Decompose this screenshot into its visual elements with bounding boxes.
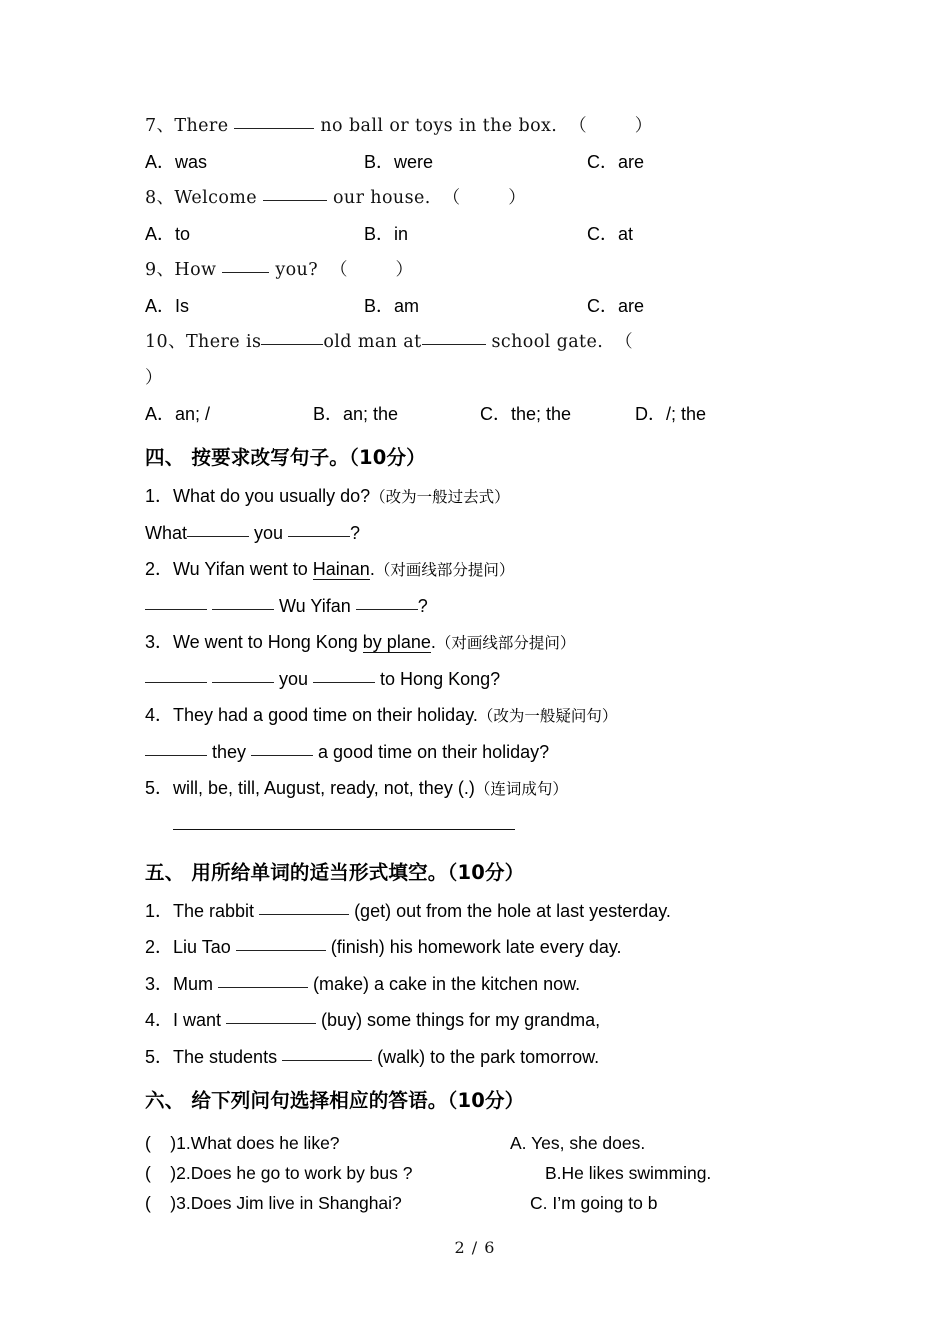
mc-item-7-option-c[interactable]: C．are	[587, 152, 645, 172]
mc-item-7-option-b[interactable]: B．were	[364, 152, 434, 172]
section-four-answer-1-post: ?	[350, 522, 361, 543]
section-six-heading: 六、 给下列问句选择相应的答语。（10分）	[145, 1089, 525, 1112]
mc-item-9-option-b[interactable]: B．am	[364, 296, 420, 316]
page-number-footer: 2 / 6	[454, 1238, 496, 1257]
mc-item-7-stem-post: no ball or toys in the box. （ ）	[314, 116, 653, 136]
match-question-3[interactable]: ( )3.Does Jim live in Shanghai?	[145, 1193, 402, 1213]
section-four-item-1	[145, 478, 805, 515]
match-question-1[interactable]: ( )1.What does he like?	[145, 1133, 340, 1153]
section-four-answer-1	[145, 515, 805, 552]
section-five-item-1-blank	[259, 914, 349, 915]
section-four-answer-3	[145, 661, 805, 698]
section-four-item-3-pre: 3．We went to Hong Kong	[145, 632, 363, 652]
section-four-item-2-pre: 2．Wu Yifan went to	[145, 559, 313, 579]
section-five-item-1-pre: 1．The rabbit	[145, 900, 260, 921]
section-four-item-3-note: （对画线部分提问）	[435, 635, 576, 652]
section-four-item-3	[145, 624, 805, 661]
mc-item-9-stem-post: you? （ ）	[269, 260, 414, 280]
mc-item-10-stem-wrap: ）	[145, 368, 163, 388]
section-five-item-3	[145, 966, 805, 1003]
section-four-item-2-post: .	[369, 559, 375, 579]
mc-item-8-stem-post: our house. （ ）	[327, 188, 527, 208]
mc-item-8-option-a[interactable]: A．to	[145, 224, 191, 244]
mc-item-10-stem-post: school gate. （	[485, 332, 634, 352]
mc-item-9-stem-pre: 9、How	[145, 260, 223, 280]
section-four-answer-5-line	[173, 829, 515, 830]
section-five-item-2-blank	[236, 950, 326, 951]
section-five-item-2	[145, 929, 805, 966]
section-five-item-1-post: (get) out from the hole at last yesterday.	[349, 900, 671, 921]
section-five-heading: 五、 用所给单词的适当形式填空。（10分）	[145, 860, 525, 884]
section-four-answer-1-blank-2	[288, 536, 350, 537]
section-four-item-2-underlined: Hainan	[312, 559, 370, 579]
mc-item-8-stem-pre: 8、Welcome	[145, 188, 263, 208]
section-four-answer-4-blank-2	[251, 755, 313, 756]
page-content	[145, 108, 805, 1227]
section-five-item-5-blank	[282, 1060, 372, 1061]
section-four-answer-3-blank-2	[212, 682, 274, 683]
mc-item-9-option-a[interactable]: A．Is	[145, 296, 190, 316]
mc-item-10-stem-pre: 10、There is	[145, 332, 262, 352]
section-four-answer-3-blank-1	[145, 682, 207, 683]
section-four-answer-3-blank-3	[313, 682, 375, 683]
section-four-answer-3-post: to Hong Kong?	[375, 668, 501, 689]
section-four-answer-2-blank-3	[356, 609, 418, 610]
match-row	[145, 1193, 805, 1227]
section-five-item-2-pre: 2．Liu Tao	[145, 937, 236, 957]
section-five-item-1	[145, 893, 805, 930]
section-four-answer-4-post: a good time on their holiday?	[313, 741, 550, 762]
section-four-item-5-note: （连词成句）	[474, 781, 568, 798]
section-four-answer-2	[145, 588, 805, 625]
section-five-item-5-pre: 5．The students	[145, 1046, 283, 1067]
mc-item-7-blank	[234, 128, 314, 129]
mc-item-7-options	[145, 144, 805, 180]
mc-item-10-stem	[145, 324, 805, 360]
section-four-answer-4	[145, 734, 805, 771]
section-five-item-3-post: (make) a cake in the kitchen now.	[308, 973, 581, 994]
section-six-matching-list	[145, 1133, 805, 1227]
section-five-item-4-pre: 4．I want	[145, 1010, 227, 1030]
mc-item-10-option-b[interactable]: B．an; the	[313, 404, 399, 424]
mc-item-8-option-c[interactable]: C．at	[587, 224, 634, 244]
mc-item-8-stem	[145, 180, 805, 216]
section-five-item-4	[145, 1002, 805, 1039]
match-question-2[interactable]: ( )2.Does he go to work by bus ?	[145, 1163, 413, 1183]
section-four-answer-4-blank-1	[145, 755, 207, 756]
section-four-item-5	[145, 770, 805, 807]
mc-item-10-option-d[interactable]: D．/; the	[635, 404, 707, 424]
mc-item-8-options	[145, 216, 805, 252]
section-four-answer-2-gap	[207, 596, 212, 616]
match-row	[145, 1163, 805, 1193]
mc-item-10-stem-mid: old man at	[323, 332, 422, 352]
section-four-item-1-note: （改为一般过去式）	[370, 489, 510, 506]
mc-item-7-stem	[145, 108, 805, 144]
section-four-item-2-note: （对画线部分提问）	[374, 562, 515, 579]
section-four-answer-3-gap	[207, 669, 212, 689]
mc-item-7-stem-pre: 7、There	[145, 116, 235, 136]
mc-item-8-option-b[interactable]: B．in	[364, 224, 409, 244]
section-four-answer-2-post: ?	[417, 595, 428, 616]
section-four-answer-3-mid: you	[274, 668, 314, 689]
match-answer-b[interactable]: B.He likes swimming.	[545, 1163, 712, 1183]
mc-item-9-stem	[145, 252, 805, 288]
section-five-item-2-post: (finish) his homework late every day.	[325, 937, 622, 957]
mc-item-10-blank-1	[261, 344, 323, 345]
section-four-answer-5	[145, 807, 805, 847]
mc-item-10-option-a[interactable]: A．an; /	[145, 404, 211, 424]
section-four-answer-2-mid: Wu Yifan	[274, 595, 356, 616]
section-four-item-2	[145, 551, 805, 588]
section-four-item-4-text: 4．They had a good time on their holiday.	[145, 705, 478, 725]
section-four-heading: 四、 按要求改写句子。（10分）	[145, 446, 426, 469]
section-five-item-4-blank	[226, 1023, 316, 1024]
section-four-item-1-text: 1．What do you usually do?	[145, 486, 371, 506]
mc-item-9-option-c[interactable]: C．are	[587, 296, 645, 316]
section-five-item-3-blank	[218, 987, 308, 988]
section-four-answer-1-blank-1	[187, 536, 249, 537]
mc-item-8-blank	[263, 200, 327, 201]
section-four-item-3-underlined: by plane	[362, 632, 431, 652]
section-four-item-4	[145, 697, 805, 734]
section-four-answer-1-mid: you	[249, 522, 289, 543]
section-four-answer-4-mid: they	[207, 741, 252, 762]
section-four-answer-1-pre: What	[145, 522, 188, 543]
section-five-item-3-pre: 3．Mum	[145, 973, 219, 994]
section-five-item-5	[145, 1039, 805, 1076]
match-row	[145, 1133, 805, 1163]
match-answer-c[interactable]: C. I’m going to b	[530, 1193, 658, 1213]
mc-item-7-option-a[interactable]: A．was	[145, 152, 208, 172]
section-four-answer-2-blank-2	[212, 609, 274, 610]
section-five-item-4-post: (buy) some things for my grandma,	[316, 1010, 601, 1030]
mc-item-10-option-c[interactable]: C．the; the	[480, 404, 572, 424]
section-four-item-3-post: .	[430, 632, 436, 652]
mc-item-10-blank-2	[422, 344, 486, 345]
mc-item-10-options	[145, 396, 805, 432]
section-four-item-4-note: （改为一般疑问句）	[477, 708, 618, 725]
mc-item-9-blank	[222, 272, 269, 273]
section-four-item-5-text: 5．will, be, till, August, ready, not, they (.)	[145, 778, 475, 798]
match-answer-a[interactable]: A. Yes, she does.	[510, 1133, 646, 1153]
section-five-item-5-post: (walk) to the park tomorrow.	[372, 1046, 600, 1067]
mc-item-9-options	[145, 288, 805, 324]
